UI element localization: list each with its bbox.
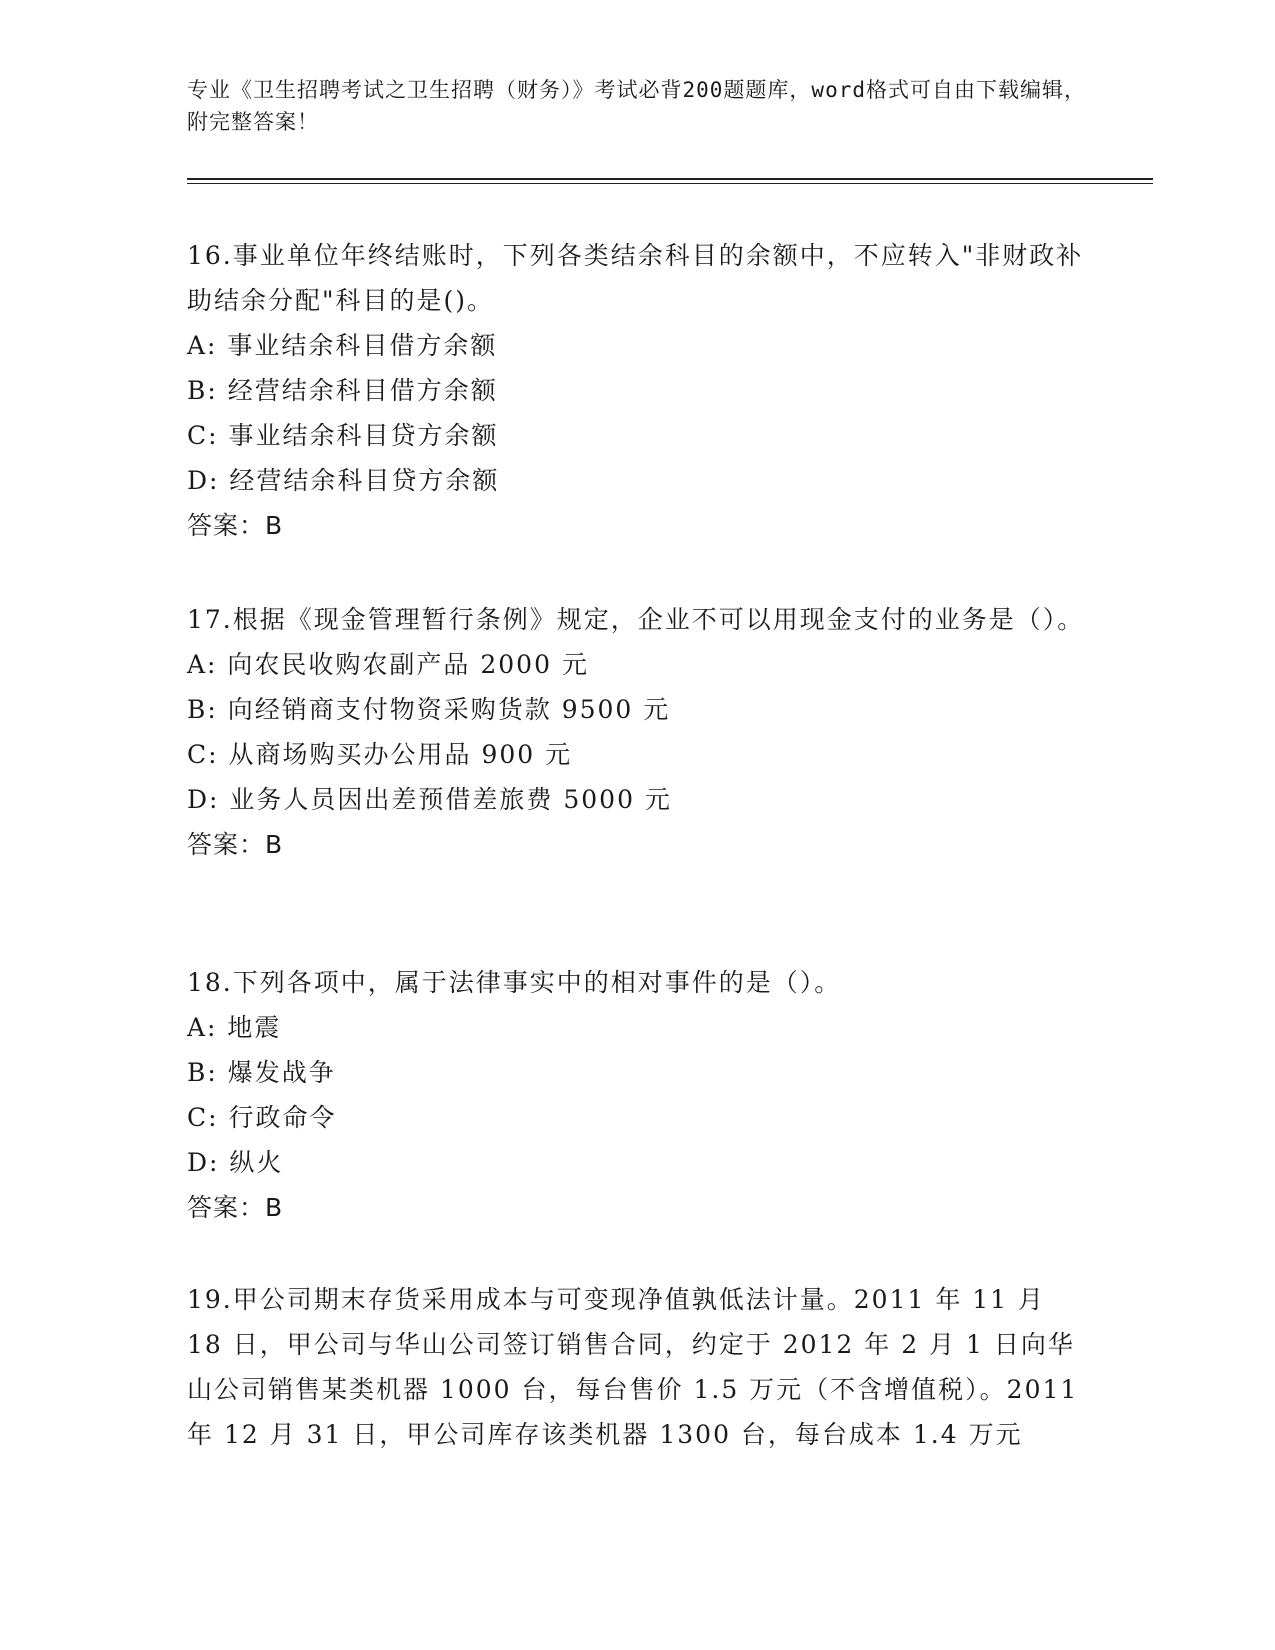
option-b: B: 经营结余科目借方余额: [187, 376, 498, 405]
option-c: C: 从商场购买办公用品 900 元: [187, 740, 573, 769]
answer-line: 答案：B: [187, 830, 284, 859]
header-divider-thick: [187, 178, 1153, 180]
answer-line: 答案：B: [187, 1193, 284, 1222]
option-d: D: 经营结余科目贷方余额: [187, 466, 500, 495]
question-stem: 16.事业单位年终结账时，下列各类结余科目的余额中，不应转入"非财政补助结余分配"科目的是()。: [187, 241, 1084, 315]
header-divider-thin: [187, 183, 1153, 184]
question-stem: 17.根据《现金管理暂行条例》规定，企业不可以用现金支付的业务是（）。: [187, 605, 1085, 634]
option-d: D: 纵火: [187, 1148, 284, 1177]
option-c: C: 行政命令: [187, 1103, 337, 1132]
answer-line: 答案：B: [187, 511, 284, 540]
question-stem: 18.下列各项中，属于法律事实中的相对事件的是（）。: [187, 968, 842, 997]
option-b: B: 爆发战争: [187, 1058, 336, 1087]
document-header: 专业《卫生招聘考试之卫生招聘（财务）》考试必背200题题库，word格式可自由下载编辑，附完整答案！: [187, 78, 1086, 134]
question-stem: 19.甲公司期末存货采用成本与可变现净值孰低法计量。2011 年 11 月 18 日，甲公司与华山公司签订销售合同，约定于 2012 年 2 月 1 日向华山公司销售某类机器 1000 台，每台售价 1.5 万元（不含增值税）。2011 年 12 月 31 日，甲公司库存该类机器 1300 台，每台成本 1.4 万元: [187, 1285, 1079, 1449]
question-17: [187, 597, 1087, 867]
question-16: [187, 233, 1087, 548]
option-a: A: 向农民收购农副产品 2000 元: [187, 650, 589, 679]
question-18: [187, 960, 1087, 1230]
option-c: C: 事业结余科目贷方余额: [187, 421, 499, 450]
question-19: [187, 1277, 1087, 1457]
option-b: B: 向经销商支付物资采购货款 9500 元: [187, 695, 671, 724]
option-d: D: 业务人员因出差预借差旅费 5000 元: [187, 785, 672, 814]
option-a: A: 事业结余科目借方余额: [187, 331, 498, 360]
option-a: A: 地震: [187, 1013, 282, 1042]
